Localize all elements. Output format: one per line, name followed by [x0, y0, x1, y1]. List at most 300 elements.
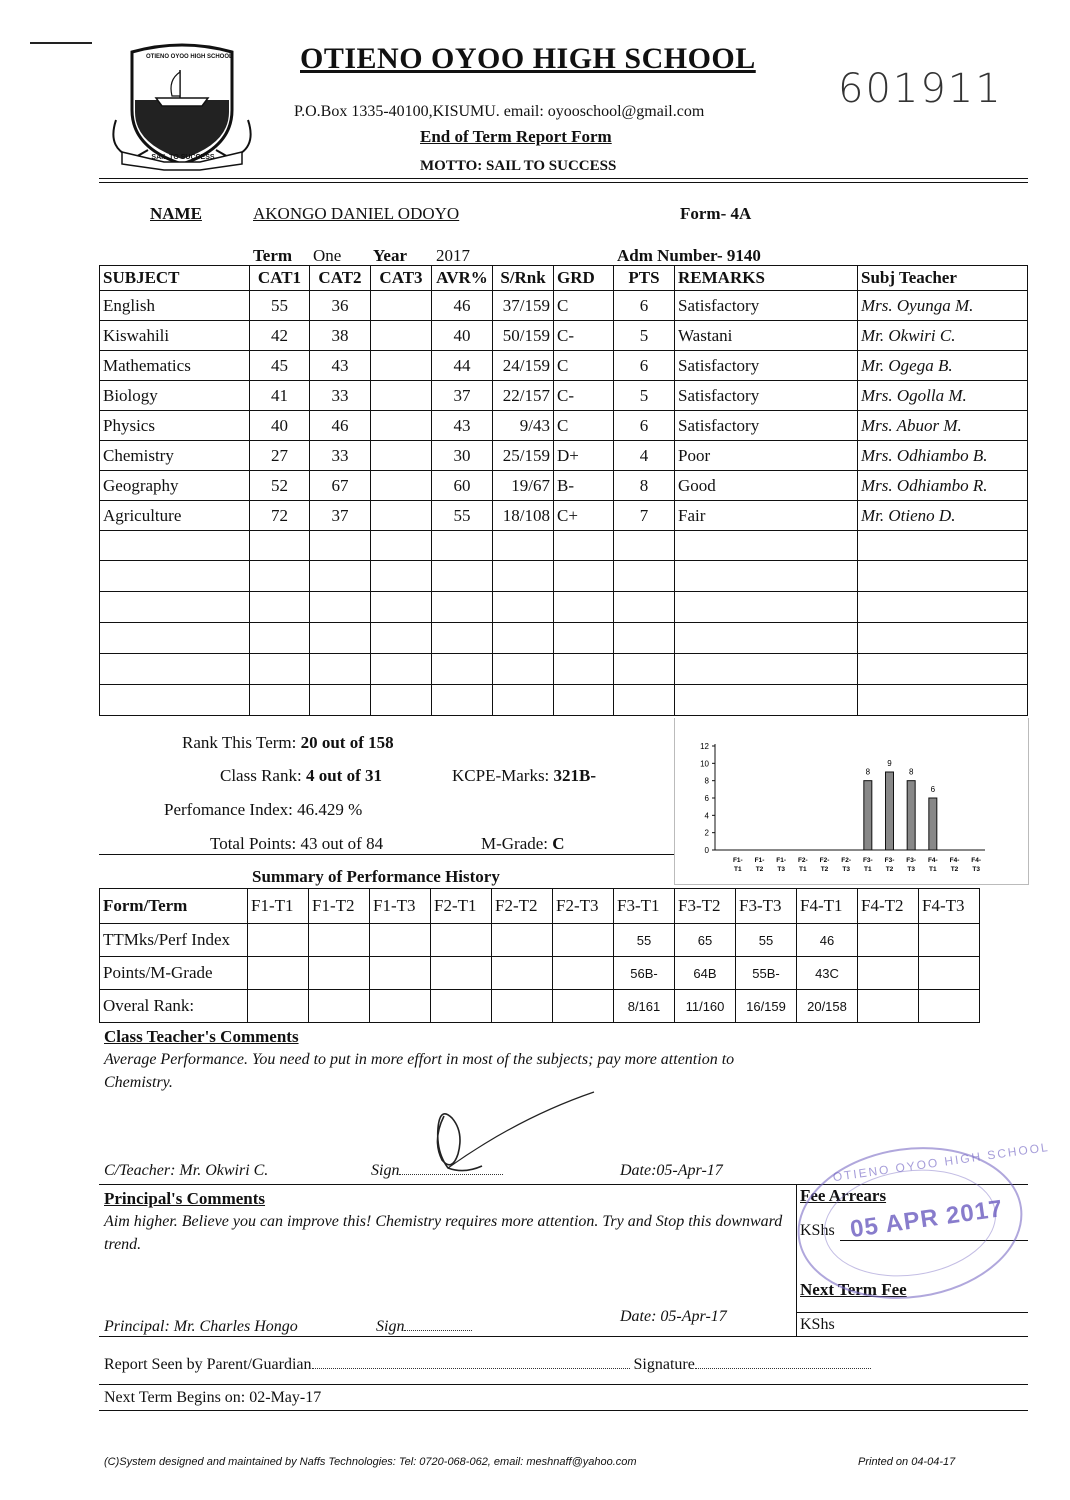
adm-label: Adm Number-	[617, 246, 723, 265]
marks-cell-teacher: Mrs. Ogolla M.	[858, 381, 1028, 411]
history-cell: 43C	[797, 957, 858, 990]
marks-empty-row	[100, 561, 1028, 592]
marks-cell-avr: 37	[432, 381, 493, 411]
marks-empty-row	[100, 531, 1028, 561]
marks-cell-teacher: Mrs. Oyunga M.	[858, 291, 1028, 321]
history-cell	[858, 924, 919, 957]
marks-empty-cell	[675, 592, 858, 623]
history-cell	[492, 924, 553, 957]
marks-empty-cell	[310, 592, 371, 623]
marks-cell-cat1: 42	[250, 321, 310, 351]
marks-empty-cell	[100, 592, 250, 623]
chart-x-tick-label: T2	[885, 866, 894, 873]
chart-x-tick-label: F4-	[949, 857, 960, 864]
school-stamp	[779, 1122, 1051, 1324]
marks-empty-cell	[310, 654, 371, 685]
marks-row	[100, 351, 1028, 381]
marks-empty-cell	[493, 531, 554, 561]
class-teacher-title: Class Teacher's Comments	[104, 1027, 299, 1046]
marks-cell-cat2: 36	[310, 291, 371, 321]
chart-bar	[907, 781, 915, 850]
total-points	[210, 834, 383, 854]
marks-empty-cell	[554, 561, 614, 592]
history-cell	[492, 957, 553, 990]
summary-rule	[99, 854, 674, 855]
marks-empty-cell	[432, 592, 493, 623]
history-cell	[431, 924, 492, 957]
history-cell: 11/160	[675, 990, 736, 1023]
marks-cell-subject: Mathematics	[100, 351, 250, 381]
class-rank-value: 4 out of 31	[305, 766, 382, 785]
school-motto: MOTTO: SAIL TO SUCCESS	[420, 158, 617, 174]
marks-empty-cell	[432, 623, 493, 654]
marks-empty-cell	[614, 592, 675, 623]
perf-index-value: 46.429 %	[297, 800, 363, 819]
marks-cell-teacher: Mrs. Odhiambo B.	[858, 441, 1028, 471]
marks-cell-cat1: 27	[250, 441, 310, 471]
adm-value: 9140	[726, 246, 761, 265]
chart-y-tick-label: 12	[700, 742, 709, 751]
history-title: Summary of Performance History	[252, 867, 500, 886]
logo-text-bottom: SAIL TO SUCCESS	[151, 154, 215, 161]
marks-cell-grd: C	[554, 411, 614, 441]
adm-field	[617, 246, 761, 266]
marks-empty-cell	[858, 561, 1028, 592]
marks-cell-srnk: 37/159	[493, 291, 554, 321]
marks-empty-cell	[310, 685, 371, 716]
marks-cell-cat1: 72	[250, 501, 310, 531]
marks-empty-cell	[858, 531, 1028, 561]
chart-x-tick-label: F1-	[732, 857, 743, 864]
next-term-begins: Next Term Begins on: 02-May-17	[104, 1389, 322, 1406]
history-term-header: F2-T3	[553, 889, 614, 924]
marks-row	[100, 411, 1028, 441]
history-row	[100, 924, 980, 957]
marks-cell-pts: 4	[614, 441, 675, 471]
chart-x-tick-label: F2-	[841, 857, 852, 864]
history-cell: 16/159	[736, 990, 797, 1023]
next-term-fee-title: Next Term Fee	[800, 1280, 907, 1299]
marks-table	[99, 265, 1028, 716]
marks-header-cell: S/Rnk	[493, 266, 554, 291]
marks-cell-cat1: 45	[250, 351, 310, 381]
marks-cell-grd: C	[554, 291, 614, 321]
class-teacher-comment: Average Performance. You need to put in more effort in most of the subjects; pay more attention to Chemistry.	[104, 1051, 735, 1091]
parent-seen-label: Report Seen by Parent/Guardian	[104, 1356, 312, 1373]
chart-x-tick-label: T1	[929, 866, 937, 873]
chart-x-tick-label: T1	[864, 866, 872, 873]
marks-empty-row	[100, 685, 1028, 716]
chart-y-tick-label: 2	[704, 828, 709, 838]
marks-cell-remarks: Satisfactory	[675, 291, 858, 321]
marks-empty-cell	[100, 561, 250, 592]
chart-y-tick-label: 6	[704, 794, 709, 803]
marks-empty-cell	[250, 561, 310, 592]
marks-empty-cell	[858, 592, 1028, 623]
marks-cell-cat1: 52	[250, 471, 310, 501]
history-cell: 55	[614, 924, 675, 957]
marks-cell-cat1: 55	[250, 291, 310, 321]
marks-empty-cell	[675, 561, 858, 592]
marks-empty-row	[100, 654, 1028, 685]
mgrade-label: M-Grade:	[481, 834, 549, 853]
marks-cell-teacher: Mr. Okwiri C.	[858, 321, 1028, 351]
marks-cell-remarks: Good	[675, 471, 858, 501]
history-table	[99, 888, 980, 1023]
marks-cell-cat3	[371, 471, 432, 501]
marks-cell-remarks: Wastani	[675, 321, 858, 351]
kcpe-label: KCPE-Marks:	[452, 766, 550, 785]
marks-empty-cell	[250, 592, 310, 623]
marks-empty-cell	[675, 685, 858, 716]
principal-title: Principal's Comments	[104, 1189, 266, 1208]
history-term-header: F2-T1	[431, 889, 492, 924]
marks-empty-cell	[371, 561, 432, 592]
marks-header-cell: Subj Teacher	[858, 266, 1028, 291]
marks-cell-avr: 30	[432, 441, 493, 471]
marks-empty-cell	[614, 685, 675, 716]
history-cell	[370, 924, 431, 957]
history-cell	[370, 990, 431, 1023]
marks-cell-avr: 60	[432, 471, 493, 501]
chart-data-label: 8	[865, 767, 871, 777]
marks-empty-cell	[432, 685, 493, 716]
class-rank	[220, 766, 382, 786]
chart-data-label: 8	[908, 767, 914, 777]
marks-empty-cell	[250, 685, 310, 716]
history-cell	[553, 924, 614, 957]
marks-cell-teacher: Mr. Otieno D.	[858, 501, 1028, 531]
class-rank-label: Class Rank:	[220, 766, 302, 785]
marks-cell-srnk: 19/67	[493, 471, 554, 501]
marks-empty-cell	[310, 623, 371, 654]
marks-cell-pts: 5	[614, 381, 675, 411]
marks-cell-pts: 8	[614, 471, 675, 501]
scan-mark	[30, 42, 92, 44]
marks-cell-grd: C+	[554, 501, 614, 531]
marks-cell-subject: Physics	[100, 411, 250, 441]
principal-date: Date: 05-Apr-17	[620, 1308, 727, 1325]
history-row	[100, 990, 980, 1023]
marks-empty-cell	[100, 654, 250, 685]
history-cell	[492, 990, 553, 1023]
marks-cell-srnk: 18/108	[493, 501, 554, 531]
parent-signature-label: Signature	[633, 1356, 695, 1373]
history-cell	[309, 924, 370, 957]
marks-empty-cell	[614, 561, 675, 592]
marks-cell-teacher: Mrs. Abuor M.	[858, 411, 1028, 441]
marks-cell-subject: Kiswahili	[100, 321, 250, 351]
chart-x-tick-label: T1	[799, 866, 807, 873]
chart-bar	[864, 781, 872, 850]
footer-rule	[99, 1410, 1028, 1411]
form-label: Form-	[680, 204, 727, 223]
marks-empty-cell	[250, 654, 310, 685]
marks-cell-cat2: 46	[310, 411, 371, 441]
marks-empty-cell	[614, 654, 675, 685]
history-cell	[248, 990, 309, 1023]
chart-x-tick-label: T3	[777, 866, 785, 873]
chart-x-tick-label: F4-	[971, 857, 982, 864]
performance-chart	[674, 718, 1029, 885]
marks-cell-grd: B-	[554, 471, 614, 501]
history-row	[100, 957, 980, 990]
marks-cell-srnk: 50/159	[493, 321, 554, 351]
mean-grade	[481, 834, 565, 854]
form-field	[680, 204, 751, 224]
marks-empty-cell	[371, 654, 432, 685]
marks-cell-avr: 40	[432, 321, 493, 351]
marks-cell-pts: 6	[614, 291, 675, 321]
chart-x-tick-label: T2	[950, 866, 959, 873]
name-label: NAME	[150, 204, 202, 223]
printed-date: Printed on 04-04-17	[858, 1456, 956, 1468]
marks-empty-cell	[614, 623, 675, 654]
history-term-header: F4-T1	[797, 889, 858, 924]
history-cell	[553, 990, 614, 1023]
marks-cell-subject: English	[100, 291, 250, 321]
principal-sign-label: Sign	[376, 1318, 405, 1335]
marks-cell-avr: 43	[432, 411, 493, 441]
marks-empty-cell	[493, 561, 554, 592]
history-cell	[431, 957, 492, 990]
chart-x-tick-label: F3-	[884, 857, 895, 864]
marks-cell-grd: C-	[554, 321, 614, 351]
marks-header-cell: CAT1	[250, 266, 310, 291]
marks-empty-cell	[493, 654, 554, 685]
history-cell	[858, 957, 919, 990]
marks-empty-cell	[250, 623, 310, 654]
rank-term-label: Rank This Term:	[182, 733, 297, 752]
history-term-header: F1-T3	[370, 889, 431, 924]
total-points-value: 43 out of 84	[300, 834, 384, 853]
marks-row	[100, 501, 1028, 531]
chart-data-label: 9	[887, 759, 892, 768]
marks-empty-cell	[310, 561, 371, 592]
marks-cell-cat2: 33	[310, 441, 371, 471]
marks-empty-cell	[675, 623, 858, 654]
principal-sign	[376, 1318, 472, 1336]
marks-cell-cat3	[371, 381, 432, 411]
chart-x-tick-label: T3	[972, 866, 980, 873]
marks-cell-pts: 7	[614, 501, 675, 531]
parent-rule	[99, 1384, 1028, 1385]
marks-cell-srnk: 22/157	[493, 381, 554, 411]
marks-header-cell: CAT2	[310, 266, 371, 291]
marks-empty-cell	[554, 592, 614, 623]
marks-cell-subject: Agriculture	[100, 501, 250, 531]
marks-cell-subject: Chemistry	[100, 441, 250, 471]
marks-empty-cell	[371, 685, 432, 716]
form-value: 4A	[730, 204, 752, 223]
marks-cell-subject: Biology	[100, 381, 250, 411]
chart-y-tick-label: 4	[704, 811, 709, 821]
marks-empty-cell	[100, 685, 250, 716]
handwritten-number: 601911	[838, 66, 1003, 112]
chart-data-label: 6	[930, 785, 936, 794]
history-term-header: F1-T2	[309, 889, 370, 924]
chart-y-tick-label: 10	[700, 759, 709, 769]
header-rule-2	[99, 182, 1028, 183]
chart-y-tick-label: 8	[704, 776, 709, 786]
history-cell: 55B-	[736, 957, 797, 990]
history-cell	[919, 957, 980, 990]
history-cell: 20/158	[797, 990, 858, 1023]
marks-cell-srnk: 25/159	[493, 441, 554, 471]
marks-cell-cat3	[371, 291, 432, 321]
chart-bar	[929, 798, 937, 850]
chart-x-tick-label: T1	[734, 866, 742, 873]
chart-x-tick-label: F1-	[754, 857, 765, 864]
stamp-date: 05 APR 2017	[848, 1195, 1005, 1244]
marks-cell-pts: 5	[614, 321, 675, 351]
marks-cell-grd: C-	[554, 381, 614, 411]
history-cell: 56B-	[614, 957, 675, 990]
school-logo	[104, 40, 260, 170]
marks-empty-cell	[493, 592, 554, 623]
marks-empty-cell	[250, 531, 310, 561]
logo-text-top: OTIENO OYOO HIGH SCHOOL	[146, 54, 233, 60]
marks-cell-cat3	[371, 351, 432, 381]
history-cell: 46	[797, 924, 858, 957]
marks-cell-pts: 6	[614, 411, 675, 441]
performance-chart-svg	[675, 718, 1028, 884]
marks-cell-cat3	[371, 441, 432, 471]
marks-empty-cell	[100, 623, 250, 654]
marks-empty-row	[100, 592, 1028, 623]
marks-cell-cat2: 37	[310, 501, 371, 531]
principal-comment: Aim higher. Believe you can improve this! Chemistry requires more attention. Try and Stop this downward trend.	[104, 1213, 783, 1253]
rank-term-value: 20 out of 158	[300, 733, 394, 752]
marks-cell-avr: 46	[432, 291, 493, 321]
mgrade-value: C	[552, 834, 565, 853]
marks-header-cell: CAT3	[371, 266, 432, 291]
term-label: Term	[253, 246, 293, 265]
marks-empty-cell	[493, 685, 554, 716]
marks-header-cell: AVR%	[432, 266, 493, 291]
marks-cell-cat2: 33	[310, 381, 371, 411]
chart-x-tick-label: F3-	[906, 857, 917, 864]
history-term-header: F4-T3	[919, 889, 980, 924]
marks-cell-cat3	[371, 501, 432, 531]
next-term-fee-currency: KShs	[800, 1316, 835, 1333]
history-term-header: F3-T1	[614, 889, 675, 924]
history-row-label: TTMks/Perf Index	[100, 924, 248, 957]
marks-row	[100, 441, 1028, 471]
history-term-header: F1-T1	[248, 889, 309, 924]
history-term-header: F3-T2	[675, 889, 736, 924]
class-teacher-sign-label: Sign	[371, 1162, 400, 1179]
school-name: OTIENO OYOO HIGH SCHOOL	[300, 42, 756, 75]
student-name: AKONGO DANIEL ODOYO	[253, 204, 460, 223]
history-cell: 65	[675, 924, 736, 957]
performance-index	[164, 800, 362, 820]
year-label: Year	[373, 246, 407, 265]
marks-cell-remarks: Fair	[675, 501, 858, 531]
history-row-label: Overal Rank:	[100, 990, 248, 1023]
principal-rule	[99, 1336, 1028, 1337]
marks-cell-remarks: Poor	[675, 441, 858, 471]
chart-x-tick-label: F3-	[862, 857, 873, 864]
marks-empty-cell	[614, 531, 675, 561]
history-term-header: F4-T2	[858, 889, 919, 924]
header-rule	[99, 178, 1028, 179]
history-term-header: F2-T2	[492, 889, 553, 924]
marks-row	[100, 471, 1028, 501]
history-cell	[248, 924, 309, 957]
chart-x-tick-label: F1-	[776, 857, 787, 864]
marks-cell-cat3	[371, 411, 432, 441]
marks-cell-grd: D+	[554, 441, 614, 471]
marks-empty-cell	[310, 531, 371, 561]
marks-cell-teacher: Mrs. Odhiambo R.	[858, 471, 1028, 501]
marks-empty-cell	[675, 531, 858, 561]
class-teacher-date: Date:05-Apr-17	[620, 1162, 723, 1179]
term-value: One	[313, 246, 342, 265]
marks-cell-pts: 6	[614, 351, 675, 381]
marks-cell-cat2: 67	[310, 471, 371, 501]
marks-empty-cell	[432, 531, 493, 561]
marks-empty-row	[100, 623, 1028, 654]
history-cell	[553, 957, 614, 990]
rank-this-term	[182, 733, 394, 753]
marks-cell-subject: Geography	[100, 471, 250, 501]
marks-cell-cat3	[371, 321, 432, 351]
history-cell: 55	[736, 924, 797, 957]
marks-cell-avr: 55	[432, 501, 493, 531]
chart-x-tick-label: F2-	[797, 857, 808, 864]
teacher-signature	[418, 1088, 598, 1178]
marks-empty-cell	[554, 654, 614, 685]
marks-empty-cell	[858, 654, 1028, 685]
history-cell	[370, 957, 431, 990]
marks-empty-cell	[100, 531, 250, 561]
chart-x-tick-label: T3	[907, 866, 915, 873]
chart-x-tick-label: T2	[755, 866, 764, 873]
marks-cell-cat1: 40	[250, 411, 310, 441]
system-credit: (C)System designed and maintained by Naffs Technologies: Tel: 0720-068-062, email: meshnaff@yahoo.com	[104, 1456, 637, 1468]
marks-cell-cat1: 41	[250, 381, 310, 411]
marks-header-cell: PTS	[614, 266, 675, 291]
marks-cell-remarks: Satisfactory	[675, 381, 858, 411]
marks-header	[100, 266, 1028, 291]
class-teacher-name: C/Teacher: Mr. Okwiri C.	[104, 1162, 269, 1179]
marks-cell-remarks: Satisfactory	[675, 411, 858, 441]
stamp-text: OTIENO OYOO HIGH SCHOOL	[831, 1139, 1051, 1185]
perf-index-label: Perfomance Index:	[164, 800, 293, 819]
total-points-label: Total Points:	[210, 834, 297, 853]
fee-arrears-title: Fee Arrears	[800, 1186, 887, 1205]
history-cell	[919, 924, 980, 957]
marks-row	[100, 291, 1028, 321]
marks-row	[100, 381, 1028, 411]
history-cell	[309, 957, 370, 990]
marks-empty-cell	[858, 623, 1028, 654]
marks-empty-cell	[554, 623, 614, 654]
marks-header-cell: REMARKS	[675, 266, 858, 291]
history-cell: 8/161	[614, 990, 675, 1023]
history-row-label: Points/M-Grade	[100, 957, 248, 990]
marks-empty-cell	[432, 654, 493, 685]
school-address: P.O.Box 1335-40100,KISUMU. email: oyooschool@gmail.com	[294, 103, 705, 120]
parent-seen	[104, 1356, 871, 1374]
marks-cell-srnk: 9/43	[493, 411, 554, 441]
marks-cell-remarks: Satisfactory	[675, 351, 858, 381]
report-form-title: End of Term Report Form	[420, 127, 612, 146]
history-body	[100, 924, 980, 1023]
history-cell	[919, 990, 980, 1023]
marks-empty-cell	[554, 531, 614, 561]
